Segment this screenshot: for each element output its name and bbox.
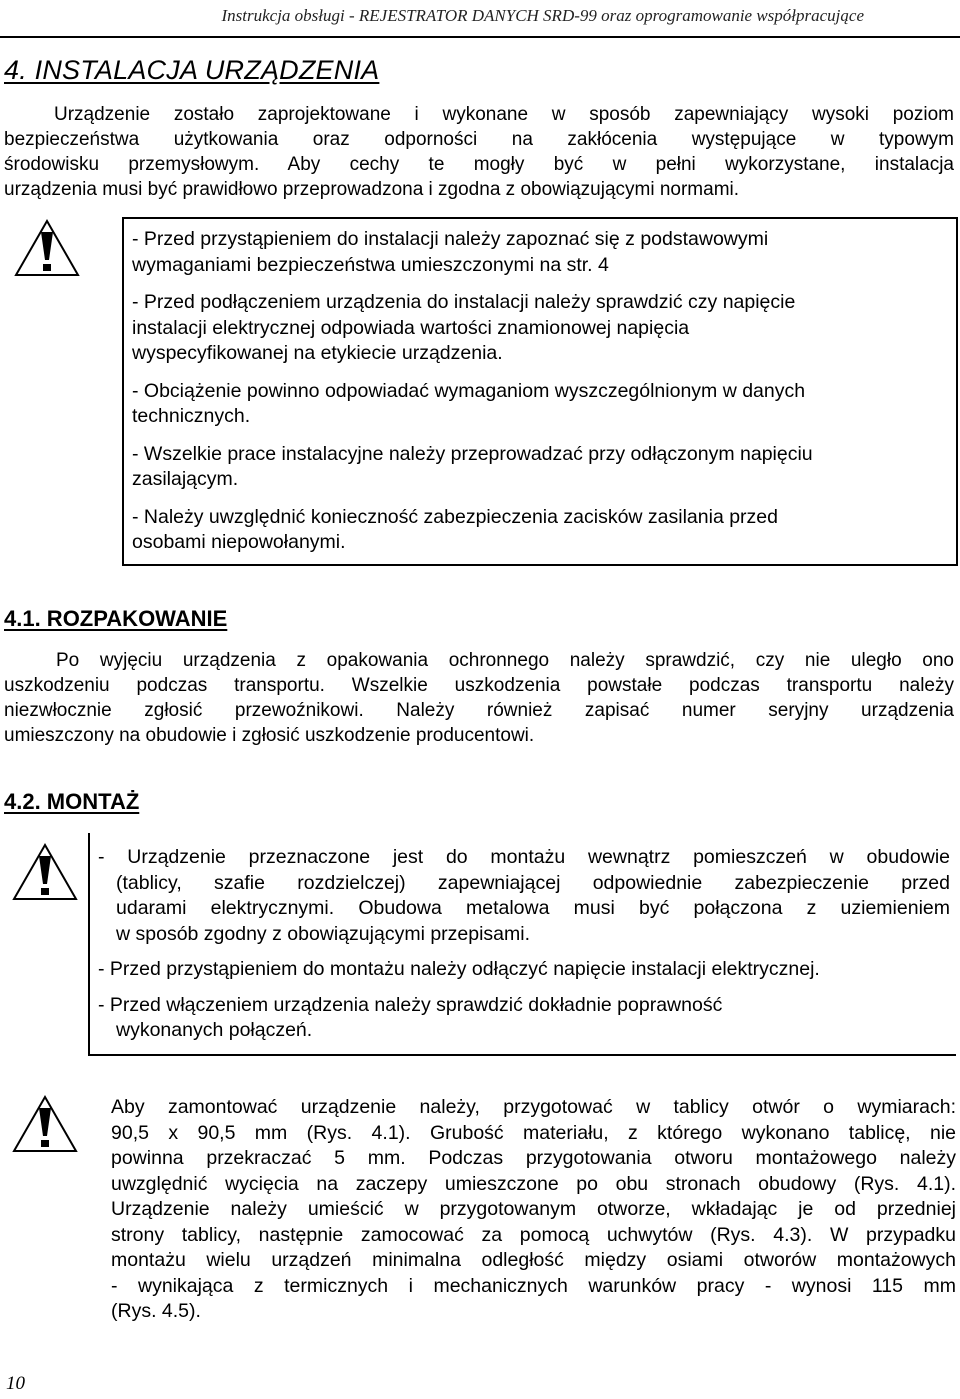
warning-line: osobami niepowołanymi. [132,531,346,553]
warning-line: (tablicy, szafie rozdzielczej) zapewniającej odpowiednie zabezpieczenie przed [116,871,950,894]
warning-line: wymaganiami bezpieczeństwa umieszczonymi na str. 4 [132,253,609,276]
mounting-line: uwzględnić wycięcia na zaczepy umieszczone po obu stronach obudowy (Rys. 4.1). [111,1172,956,1195]
unpacking-line: umieszczony na obudowie i zgłosić uszkodzenie producentowi. [4,725,535,746]
warning-line: - Przed przystąpieniem do instalacji należy zapoznać się z podstawowymi [132,228,769,250]
installation-warning-box [122,217,958,566]
mounting-line: Urządzenie należy umieścić w przygotowanym otworze, wkładając je od przedniej [111,1198,956,1220]
intro-line: urządzenia musi być prawidłowo przeprowadzona i zgodna z obowiązującymi normami. [4,179,740,200]
warning-line: - Przed włączeniem urządzenia należy sprawdzić dokładnie poprawność [98,993,723,1016]
warning-line: zasilającym. [132,468,239,490]
warning-item [132,290,942,367]
page-header [0,2,960,38]
warning-line: - Należy uwzględnić konieczność zabezpieczenia zacisków zasilania przed [132,505,778,528]
unpacking-line: Po wyjęciu urządzenia z opakowania ochronnego należy sprawdzić, czy nie uległo ono [56,650,954,671]
warning-line: instalacji elektrycznej odpowiada wartości znamionowej napięcia [132,316,690,339]
intro-line: bezpieczeństwa użytkowania oraz odporności na zakłócenia występujące w typowym [4,129,954,150]
mounting-paragraph [111,1095,956,1325]
warning-icon [13,218,81,278]
unpacking-line: uszkodzeniu podczas transportu. Wszelkie uszkodzenia powstałe podczas transportu należy [4,675,954,696]
header-title: Instrukcja obsługi - REJESTRATOR DANYCH SRD-99 oraz oprogramowanie współpracujące [221,6,864,25]
warning-line: - Obciążenie powinno odpowiadać wymaganiom wyszczególnionym w danych [132,379,806,402]
warning-item [98,993,950,1044]
mounting-line: (Rys. 4.5). [111,1300,201,1322]
warning-item [132,442,942,493]
warning-item [98,957,950,983]
warning-line: - Wszelkie prace instalacyjne należy przeprowadzać przy odłączonym napięciu [132,442,813,465]
mounting-warning-box [88,833,956,1056]
intro-paragraph [4,102,954,202]
warning-line: - Przed przystąpieniem do montażu należy odłączyć napięcie instalacji elektrycznej. [98,958,820,980]
section-heading-4: 4. INSTALACJA URZĄDZENIA [4,55,380,85]
warning-line: udarami elektrycznymi. Obudowa metalowa musi być połączona z uziemieniem [116,897,950,919]
mounting-line: powinna przekraczać 5 mm. Podczas przygotowania otworu montażowego należy [111,1147,956,1169]
page-number: 10 [6,1373,25,1394]
mounting-line: - wynikająca z termicznych i mechanicznych warunków pracy - wynosi 115 mm [111,1274,956,1297]
warning-line: w sposób zgodny z obowiązującymi przepisami. [116,922,531,945]
warning-item [132,379,942,430]
mounting-line: montażu wielu urządzeń minimalna odległość między osiami otworów montażowych [111,1249,956,1271]
warning-item [132,227,942,278]
intro-line: środowisku przemysłowym. Aby cechy te mogły być w pełni wykorzystane, instalacja [4,154,954,175]
warning-line: - Przed podłączeniem urządzenia do instalacji należy sprawdzić czy napięcie [132,291,796,313]
warning-line: wykonanych połączeń. [116,1019,313,1041]
intro-line: Urządzenie zostało zaprojektowane i wykonane w sposób zapewniający wysoki poziom [54,104,954,125]
warning-line: technicznych. [132,405,251,427]
unpacking-paragraph [4,648,954,748]
warning-line: - Urządzenie przeznaczone jest do montażu wewnątrz pomieszczeń w obudowie [98,846,950,868]
section-heading-4-1: 4.1. ROZPAKOWANIE [4,606,228,631]
warning-icon [11,1094,79,1154]
section-heading-4-2: 4.2. MONTAŻ [4,789,140,814]
mounting-line: strony tablicy, następnie zamocować za pomocą uchwytów (Rys. 4.3). W przypadku [111,1223,956,1246]
warning-item [98,845,950,947]
mounting-line: 90,5 x 90,5 mm (Rys. 4.1). Grubość materiału, z którego wykonano tablicę, nie [111,1121,956,1144]
unpacking-line: niezwłocznie zgłosić przewoźnikowi. Należy również zapisać numer seryjny urządzenia [4,700,954,721]
mounting-line: Aby zamontować urządzenie należy, przygotować w tablicy otwór o wymiarach: [111,1096,956,1118]
warning-icon [11,842,79,902]
warning-line: wyspecyfikowanej na etykiecie urządzenia. [132,342,503,364]
warning-item [132,505,942,556]
